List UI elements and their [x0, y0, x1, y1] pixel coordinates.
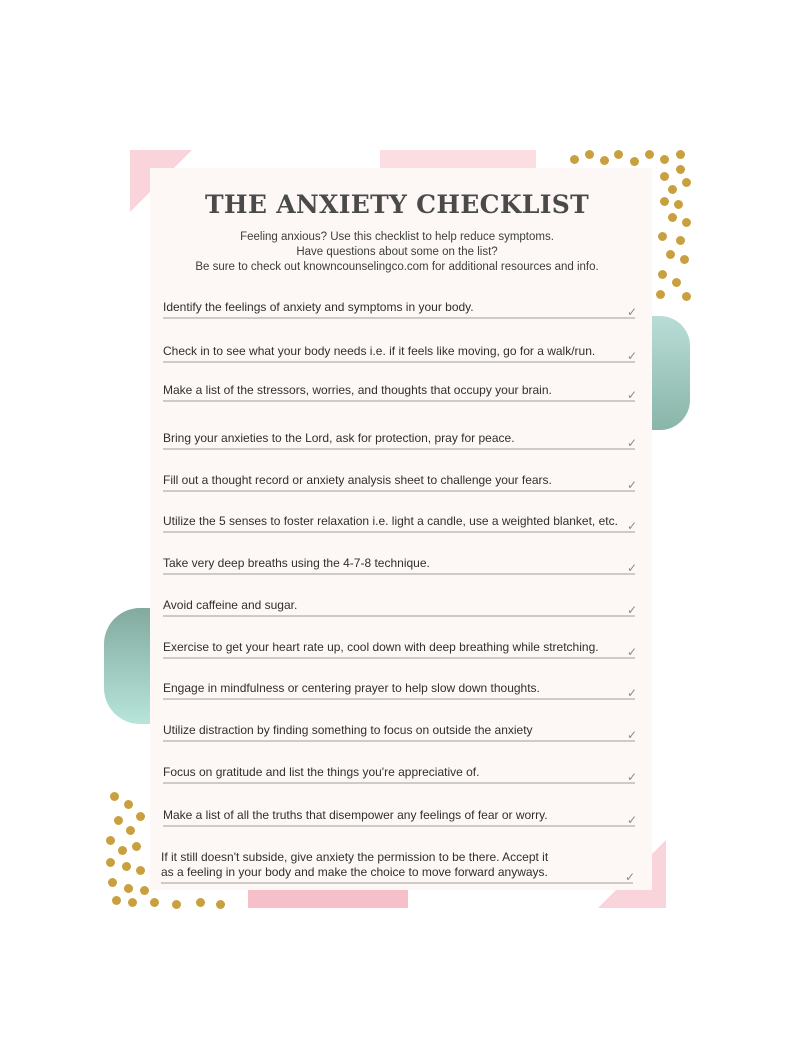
checklist-item-text: Fill out a thought record or anxiety analysis sheet to challenge your fears. [163, 473, 552, 487]
checklist-item-line [163, 740, 635, 742]
checklist-item[interactable] [163, 556, 639, 575]
check-icon[interactable]: ✓ [626, 349, 637, 363]
checklist-item-text: Utilize distraction by finding something to focus on outside the anxiety [163, 723, 533, 737]
check-icon[interactable]: ✓ [626, 686, 637, 700]
check-icon[interactable]: ✓ [626, 728, 637, 742]
checklist-item-text: Make a list of the stressors, worries, and thoughts that occupy your brain. [163, 383, 552, 397]
checklist-item[interactable] [163, 344, 639, 363]
checklist-item[interactable] [163, 383, 639, 402]
checklist-item-text: Identify the feelings of anxiety and symptoms in your body. [163, 300, 474, 314]
checklist-item-text: Check in to see what your body needs i.e. if it feels like moving, go for a walk/run. [163, 344, 596, 358]
check-icon[interactable]: ✓ [626, 813, 637, 827]
pink-strip-bottom [248, 890, 408, 908]
checklist-item[interactable] [163, 598, 639, 617]
checklist-item[interactable] [163, 808, 639, 827]
checklist-item[interactable] [163, 681, 639, 700]
checklist-item-line [163, 698, 635, 700]
checklist-item[interactable] [163, 640, 639, 659]
checklist-item[interactable] [163, 300, 639, 319]
subtitle-line: Feeling anxious? Use this checklist to help reduce symptoms. [240, 231, 554, 243]
subtitle-line: Be sure to check out knowncounselingco.com for additional resources and info. [195, 261, 599, 273]
check-icon[interactable]: ✓ [624, 870, 635, 884]
checklist-item[interactable] [163, 431, 639, 450]
checklist-item-text: Utilize the 5 senses to foster relaxation i.e. light a candle, use a weighted blanket, etc. [163, 514, 618, 528]
checklist-item-text: Avoid caffeine and sugar. [163, 598, 298, 612]
checklist-item-line [161, 882, 633, 884]
checklist-item-text: Exercise to get your heart rate up, cool down with deep breathing while stretching. [163, 640, 599, 654]
checklist-item-text: Make a list of all the truths that disempower any feelings of fear or worry. [163, 808, 548, 822]
page-title: THE ANXIETY CHECKLIST [205, 190, 589, 219]
checklist-item[interactable] [163, 723, 639, 742]
check-icon[interactable]: ✓ [626, 478, 637, 492]
checklist-item[interactable] [163, 514, 639, 533]
checklist-item-text: Focus on gratitude and list the things you're appreciative of. [163, 765, 480, 779]
checklist-item-line [163, 400, 635, 402]
check-icon[interactable]: ✓ [626, 519, 637, 533]
check-icon[interactable]: ✓ [626, 436, 637, 450]
check-icon[interactable]: ✓ [626, 770, 637, 784]
subtitle [0, 230, 794, 275]
checklist-item-line [163, 317, 635, 319]
checklist-item-line [163, 782, 635, 784]
check-icon[interactable]: ✓ [626, 561, 637, 575]
checklist-item[interactable] [161, 850, 637, 884]
checklist-item-text: If it still doesn't subside, give anxiety the permission to be there. Accept it [161, 850, 549, 864]
check-icon[interactable]: ✓ [626, 645, 637, 659]
checklist-item-line [163, 361, 635, 363]
checklist-item-text: Bring your anxieties to the Lord, ask for protection, pray for peace. [163, 431, 515, 445]
checklist-item-line [163, 573, 635, 575]
checklist-item-line [163, 657, 635, 659]
checklist-item-line [163, 615, 635, 617]
checklist-item-text: as a feeling in your body and make the choice to move forward anyways. [161, 865, 548, 879]
checklist-item-line [163, 531, 635, 533]
checklist-item[interactable] [163, 473, 639, 492]
checklist-item-line [163, 825, 635, 827]
check-icon[interactable]: ✓ [626, 305, 637, 319]
checklist-item-line [163, 448, 635, 450]
checklist-item[interactable] [163, 765, 639, 784]
check-icon[interactable]: ✓ [626, 388, 637, 402]
checklist-item-line [163, 490, 635, 492]
checklist-item-text: Take very deep breaths using the 4-7-8 technique. [163, 556, 430, 570]
pink-strip-top [380, 150, 536, 170]
subtitle-line: Have questions about some on the list? [296, 246, 498, 258]
check-icon[interactable]: ✓ [626, 603, 637, 617]
checklist-item-text: Engage in mindfulness or centering prayer to help slow down thoughts. [163, 681, 540, 695]
